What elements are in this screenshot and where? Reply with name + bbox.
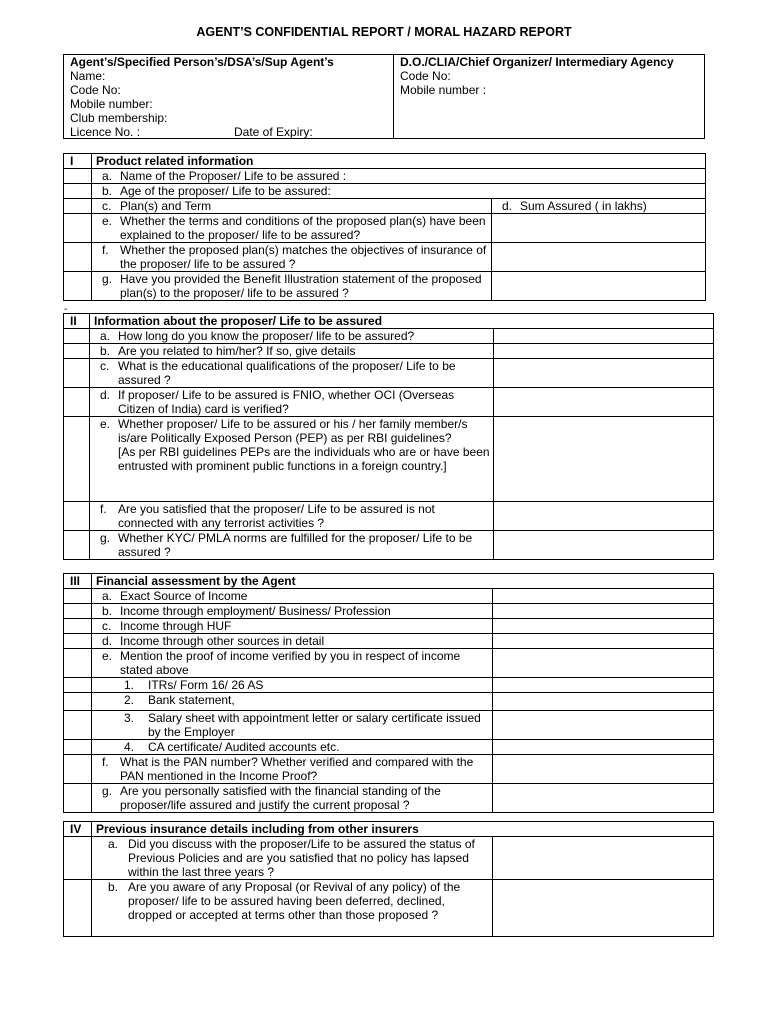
question-2d: d. If proposer/ Life to be assured is FNIO, whether OCI (Overseas Citizen of India) card is verified? bbox=[90, 388, 494, 417]
agent-mobile-field[interactable]: Mobile number: bbox=[70, 97, 153, 111]
answer-1g[interactable] bbox=[492, 272, 706, 301]
answer-4b[interactable] bbox=[493, 880, 714, 937]
answer-2e[interactable] bbox=[494, 417, 714, 502]
agent-name-field[interactable]: Name: bbox=[70, 69, 106, 83]
answer-3c[interactable] bbox=[493, 619, 714, 634]
question-3f: f. What is the PAN number? Whether verified and compared with the PAN mentioned in the Income Proof? bbox=[92, 755, 493, 784]
question-1g: g. Have you provided the Benefit Illustration statement of the proposed plan(s) to the proposer/ life to be assured ? bbox=[92, 272, 492, 301]
answer-2f[interactable] bbox=[494, 502, 714, 531]
question-1a: a. Name of the Proposer/ Life to be assured : bbox=[92, 169, 706, 184]
agent-licence-field[interactable]: Licence No. : bbox=[70, 125, 141, 139]
question-2a: a. How long do you know the proposer/ life to be assured? bbox=[90, 329, 494, 344]
proof-item-4: 4. CA certificate/ Audited accounts etc. bbox=[92, 740, 493, 755]
section-4-number: IV bbox=[64, 822, 92, 837]
answer-2c[interactable] bbox=[494, 359, 714, 388]
section-3-title: Financial assessment by the Agent bbox=[92, 574, 714, 589]
section-2-title: Information about the proposer/ Life to be assured bbox=[90, 314, 714, 329]
question-2b: b. Are you related to him/her? If so, give details bbox=[90, 344, 494, 359]
answer-3e4[interactable] bbox=[493, 740, 714, 755]
answer-3d[interactable] bbox=[493, 634, 714, 649]
question-4a: a. Did you discuss with the proposer/Life to be assured the status of Previous Policies and are you satisfied that no policy has lapsed within the last three years ? bbox=[92, 837, 493, 880]
question-2c: c. What is the educational qualifications of the proposer/ Life to be assured ? bbox=[90, 359, 494, 388]
question-3b: b. Income through employment/ Business/ Profession bbox=[92, 604, 493, 619]
section-2-table bbox=[63, 313, 714, 560]
question-3d: d. Income through other sources in detail bbox=[92, 634, 493, 649]
organizer-mobile-field[interactable]: Mobile number : bbox=[400, 83, 487, 97]
answer-3e[interactable] bbox=[493, 649, 714, 678]
answer-1e[interactable] bbox=[492, 214, 706, 243]
proof-item-1: 1. ITRs/ Form 16/ 26 AS bbox=[92, 678, 493, 693]
question-1d: d. Sum Assured ( in lakhs) bbox=[492, 199, 706, 214]
agent-club-field[interactable]: Club membership: bbox=[70, 111, 168, 125]
organizer-details-right bbox=[394, 55, 704, 138]
question-4b: b. Are you aware of any Proposal (or Revival of any policy) of the proposer/ life to be assured having been deferred, declined, dropped or accepted at terms other than those proposed ? bbox=[92, 880, 493, 937]
question-2f: f. Are you satisfied that the proposer/ Life to be assured is not connected with any terrorist activities ? bbox=[90, 502, 494, 531]
question-1b: b. Age of the proposer/ Life to be assured: bbox=[92, 184, 706, 199]
question-3a: a. Exact Source of Income bbox=[92, 589, 493, 604]
answer-3a[interactable] bbox=[493, 589, 714, 604]
agent-heading: Agent’s/Specified Person’s/DSA’s/Sup Agent’s bbox=[70, 55, 334, 69]
question-1f: f. Whether the proposed plan(s) matches the objectives of insurance of the proposer/ life to be assured ? bbox=[92, 243, 492, 272]
agent-details-left bbox=[64, 55, 394, 138]
agent-expiry-field[interactable]: Date of Expiry: bbox=[234, 125, 313, 139]
answer-2a[interactable] bbox=[494, 329, 714, 344]
section-2-number: II bbox=[64, 314, 90, 329]
agent-details-box bbox=[63, 54, 705, 139]
organizer-heading: D.O./CLIA/Chief Organizer/ Intermediary Agency bbox=[400, 55, 674, 69]
section-4-title: Previous insurance details including from other insurers bbox=[92, 822, 714, 837]
section-1-number: I bbox=[64, 154, 92, 169]
page-title: AGENT’S CONFIDENTIAL REPORT / MORAL HAZARD REPORT bbox=[196, 25, 572, 39]
section-3-number: III bbox=[64, 574, 92, 589]
answer-3f[interactable] bbox=[493, 755, 714, 784]
pep-note: [As per RBI guidelines PEPs are the individuals who are or have been entrusted with prominent public functions in a foreign country.] bbox=[118, 445, 490, 473]
proof-item-2: 2. Bank statement, bbox=[92, 693, 493, 711]
answer-4a[interactable] bbox=[493, 837, 714, 880]
separator-mark: - bbox=[64, 304, 68, 315]
section-4-table bbox=[63, 821, 714, 937]
question-3g: g. Are you personally satisfied with the financial standing of the proposer/life assured and justify the current proposal ? bbox=[92, 784, 493, 813]
agent-code-field[interactable]: Code No: bbox=[70, 83, 121, 97]
question-1e: e. Whether the terms and conditions of the proposed plan(s) have been explained to the proposer/ life to be assured? bbox=[92, 214, 492, 243]
section-1-title: Product related information bbox=[92, 154, 706, 169]
answer-2g[interactable] bbox=[494, 531, 714, 560]
answer-1f[interactable] bbox=[492, 243, 706, 272]
answer-3g[interactable] bbox=[493, 784, 714, 813]
organizer-code-field[interactable]: Code No: bbox=[400, 69, 451, 83]
question-3e: e. Mention the proof of income verified by you in respect of income stated above bbox=[92, 649, 493, 678]
question-1c: c. Plan(s) and Term bbox=[92, 199, 492, 214]
section-3-table bbox=[63, 573, 714, 813]
answer-3e1[interactable] bbox=[493, 678, 714, 693]
answer-3e2[interactable] bbox=[493, 693, 714, 711]
answer-3e3[interactable] bbox=[493, 711, 714, 740]
question-2g: g. Whether KYC/ PMLA norms are fulfilled for the proposer/ Life to be assured ? bbox=[90, 531, 494, 560]
answer-3b[interactable] bbox=[493, 604, 714, 619]
answer-2d[interactable] bbox=[494, 388, 714, 417]
answer-2b[interactable] bbox=[494, 344, 714, 359]
question-2e: e. Whether proposer/ Life to be assured or his / her family member/s is/are Politically Exposed Person (PEP) as per RBI guidelines? [As per RBI guidelines PEPs are the individuals who are or have been entrusted with prominent public functions in a foreign country.] bbox=[90, 417, 494, 502]
section-1-table bbox=[63, 153, 706, 301]
proof-item-3: 3. Salary sheet with appointment letter or salary certificate issued by the Employer bbox=[92, 711, 493, 740]
question-3c: c. Income through HUF bbox=[92, 619, 493, 634]
